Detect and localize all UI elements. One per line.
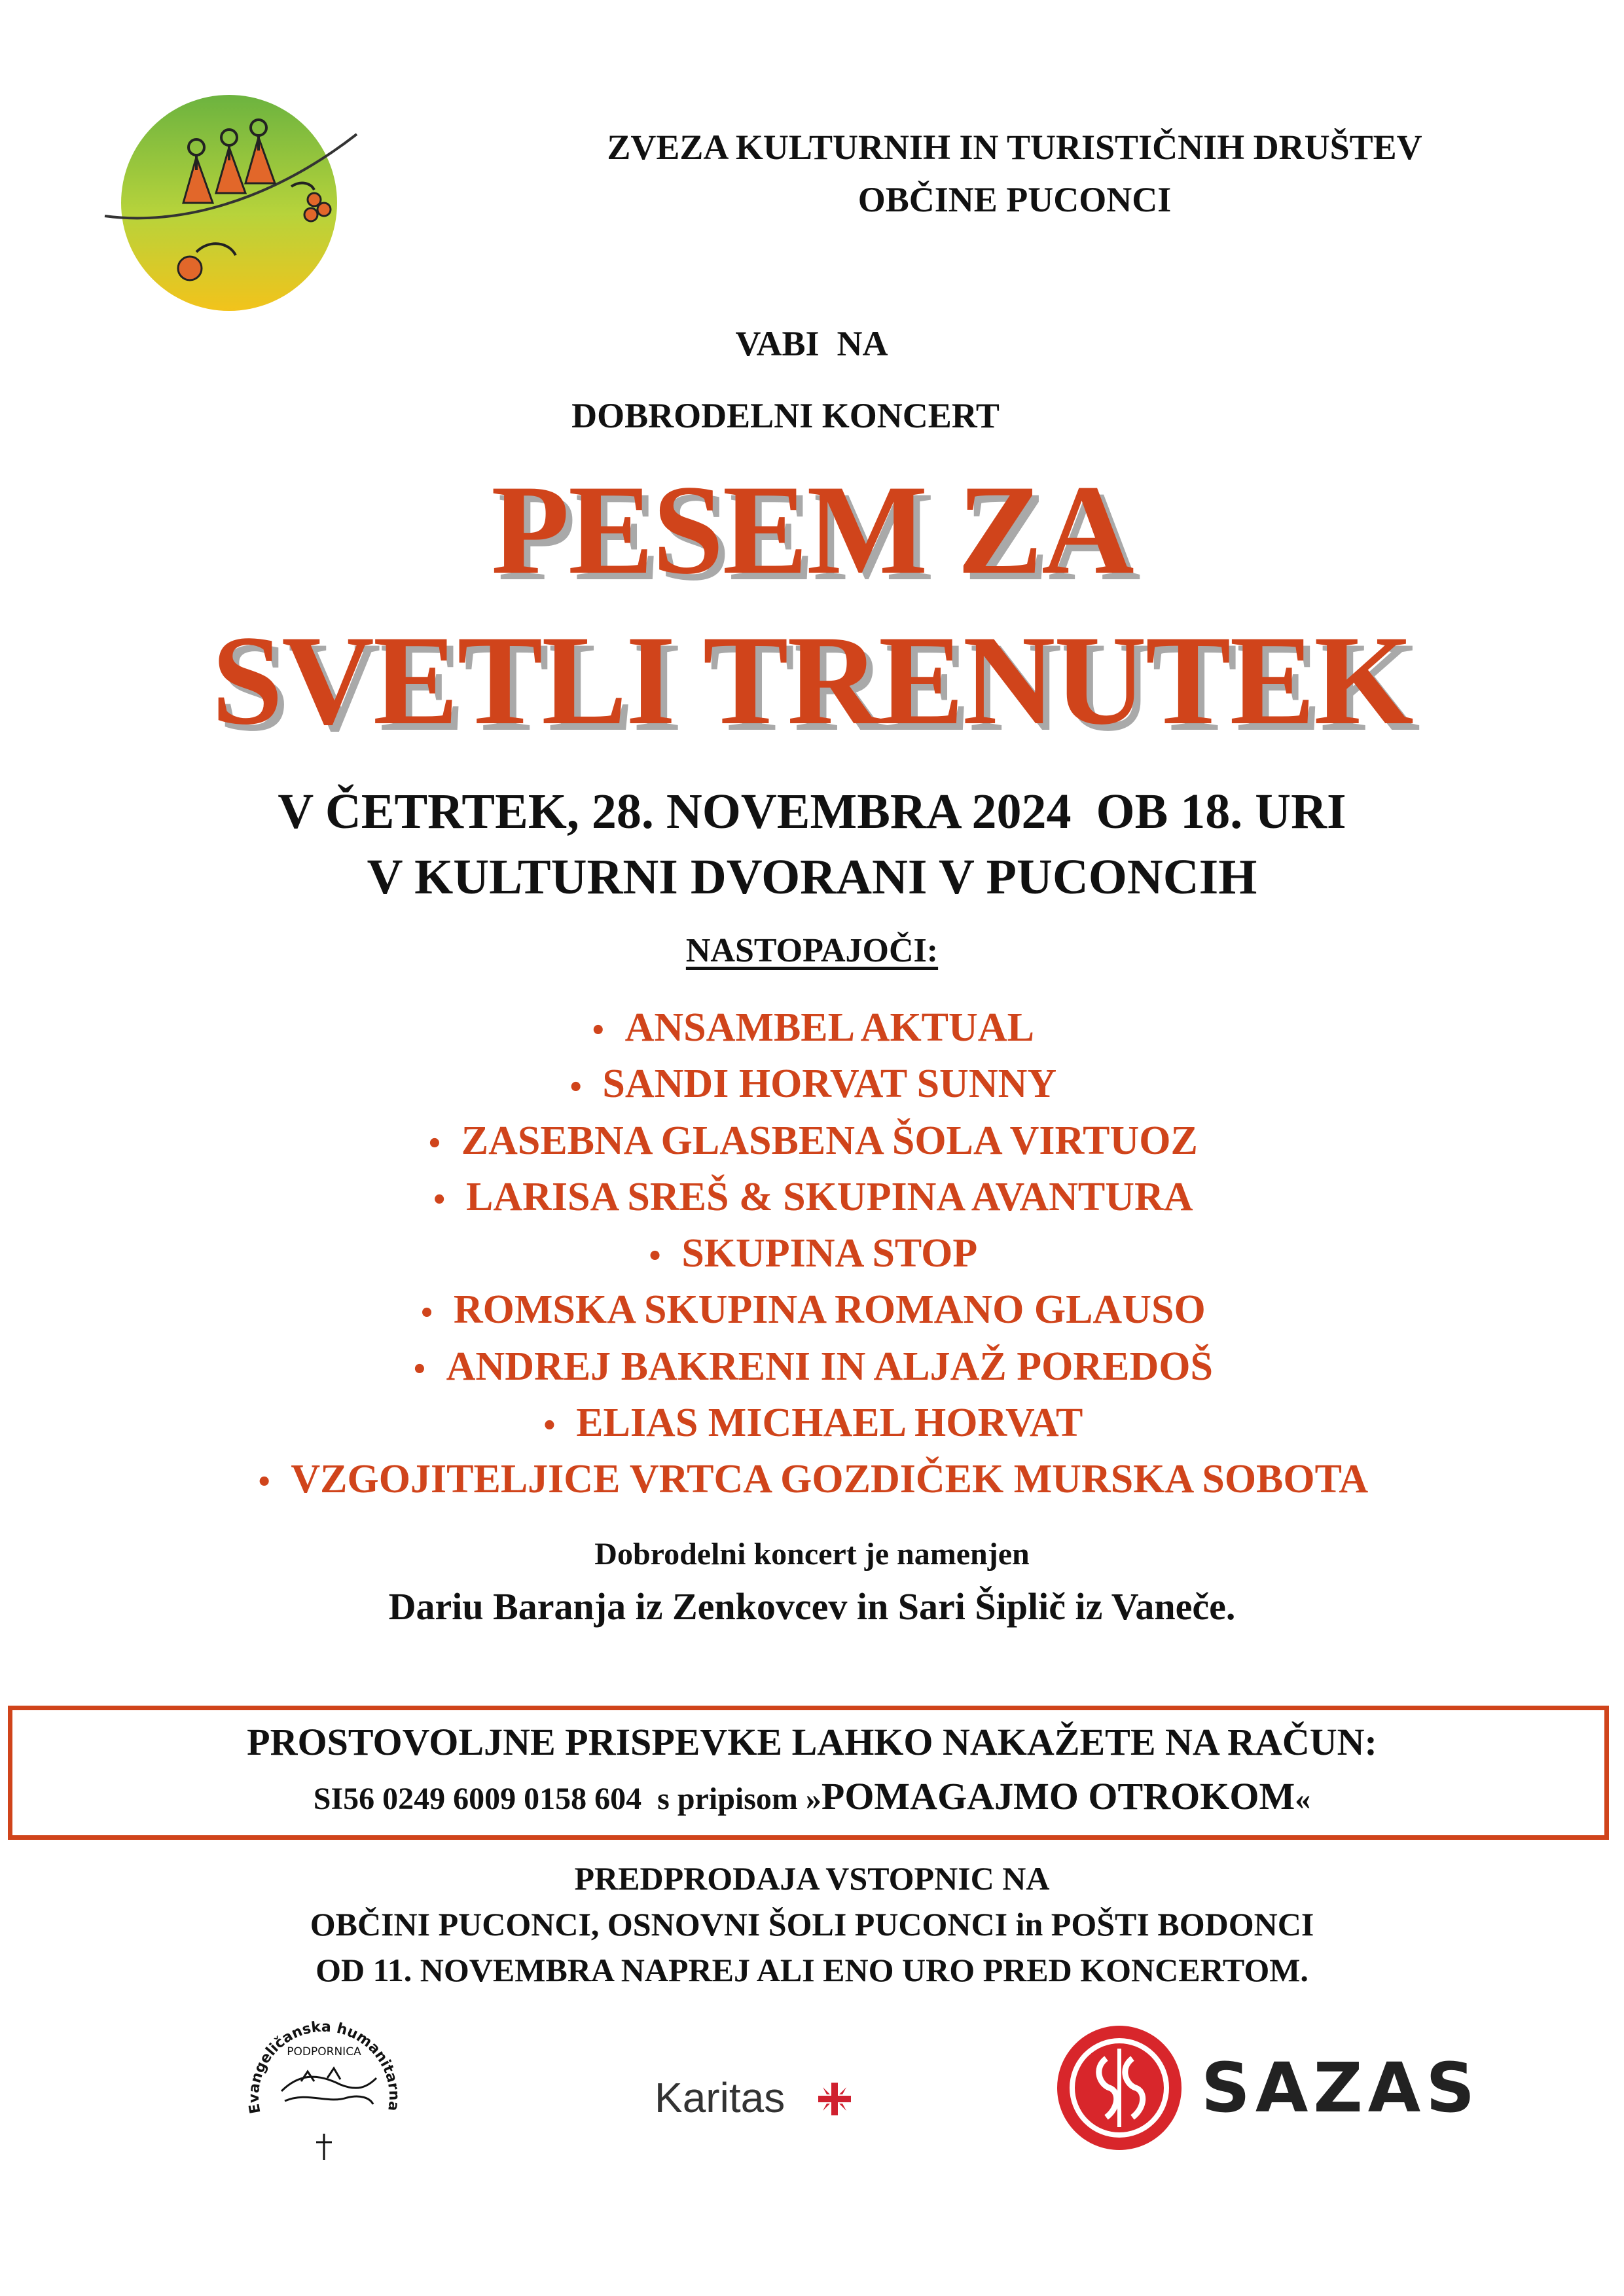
concert-title-line-2: SVETLI TRENUTEK	[211, 609, 1413, 751]
performer-item	[0, 1453, 1624, 1509]
karitas-cross-icon	[818, 2083, 851, 2115]
karitas-logo	[655, 2068, 871, 2127]
performer-name: ELIAS MICHAEL HORVAT	[576, 1400, 1083, 1445]
donation-heading: PROSTOVOLJNE PRISPEVKE LAHKO NAKAŽETE NA RAČUN:	[247, 1721, 1377, 1763]
bullet-icon: •	[646, 1242, 664, 1272]
purpose-line-1: Dobrodelni koncert je namenjen	[594, 1537, 1030, 1571]
performer-name: SANDI HORVAT SUNNY	[602, 1062, 1057, 1107]
performer-item	[0, 1115, 1624, 1171]
organizer-line-1: ZVEZA KULTURNIH IN TURISTIČNIH DRUŠTEV	[607, 128, 1422, 167]
bullet-icon: •	[567, 1072, 585, 1103]
bullet-icon: •	[411, 1354, 428, 1385]
bullet-icon: •	[431, 1185, 448, 1216]
event-venue: V KULTURNI DVORANI V PUCONCIH	[367, 850, 1257, 905]
sazas-logo	[1054, 2016, 1481, 2160]
performers-heading	[0, 928, 1624, 974]
event-date-time: V ČETRTEK, 28. NOVEMBRA 2024 OB 18. URI	[278, 784, 1346, 839]
performer-item	[0, 1227, 1624, 1283]
helping-hands-cross-logo-icon	[236, 1993, 412, 2170]
presale-line-2: OBČINI PUCONCI, OSNOVNI ŠOLI PUCONCI in POŠTI BODONCI	[310, 1906, 1314, 1943]
invitation-text: VABI NA	[735, 324, 888, 363]
podpornica-logo	[236, 1993, 412, 2170]
karitas-text: Karitas	[655, 2074, 785, 2121]
performer-name: SKUPINA STOP	[681, 1231, 978, 1276]
sazas-text: SAZAS	[1201, 2048, 1481, 2128]
donation-note-close: «	[1295, 1782, 1311, 1816]
donation-note: POMAGAJMO OTROKOM	[821, 1775, 1295, 1818]
bullet-icon: •	[541, 1411, 558, 1442]
purpose-line-2: Dariu Baranja iz Zenkovcev in Sari Šiplič iz Vaneče.	[388, 1585, 1236, 1628]
concert-type: DOBRODELNI KONCERT	[571, 396, 1000, 435]
bullet-icon: •	[590, 1016, 607, 1047]
performer-item	[0, 1001, 1624, 1058]
donation-account	[0, 1770, 1624, 1825]
performer-item	[0, 1283, 1624, 1340]
organization-logo	[98, 72, 360, 334]
bullet-icon: •	[418, 1298, 435, 1329]
bullet-icon: •	[426, 1128, 443, 1159]
performer-name: ROMSKA SKUPINA ROMANO GLAUSO	[453, 1287, 1206, 1333]
podpornica-inner-text: PODPORNICA	[287, 2045, 361, 2058]
organizer-line-2: OBČINE PUCONCI	[857, 180, 1172, 219]
presale-info	[0, 1856, 1624, 1993]
performer-item	[0, 1171, 1624, 1227]
performer-item	[0, 1058, 1624, 1114]
performer-name: ANSAMBEL AKTUAL	[624, 1005, 1034, 1050]
performer-name: ANDREJ BAKRENI IN ALJAŽ POREDOŠ	[446, 1344, 1213, 1389]
presale-line-1: PREDPRODAJA VSTOPNIC NA	[574, 1860, 1050, 1897]
performer-item	[0, 1397, 1624, 1453]
concert-title-line-1: PESEM ZA	[491, 459, 1133, 601]
performer-list	[0, 1001, 1624, 1509]
sazas-circle-icon	[1054, 2022, 1185, 2153]
bank-account: SI56 0249 6009 0158 604 s pripisom »	[313, 1782, 821, 1816]
event-details	[0, 779, 1624, 910]
bullet-icon: •	[255, 1467, 273, 1498]
performer-name: ZASEBNA GLASBENA ŠOLA VIRTUOZ	[461, 1118, 1198, 1163]
dancers-circle-logo-icon	[98, 72, 360, 334]
presale-line-3: OD 11. NOVEMBRA NAPREJ ALI ENO URO PRED KONCERTOM.	[316, 1952, 1308, 1988]
podpornica-ring-text: Evangeličanska humanitarna	[245, 2018, 403, 2115]
performer-name: LARISA SREŠ & SKUPINA AVANTURA	[465, 1174, 1193, 1219]
performer-item	[0, 1340, 1624, 1397]
performers-heading-text: NASTOPAJOČI:	[685, 932, 939, 969]
performer-name: VZGOJITELJICE VRTCA GOZDIČEK MURSKA SOBOTA	[291, 1457, 1369, 1502]
organizer-name	[458, 121, 1571, 226]
